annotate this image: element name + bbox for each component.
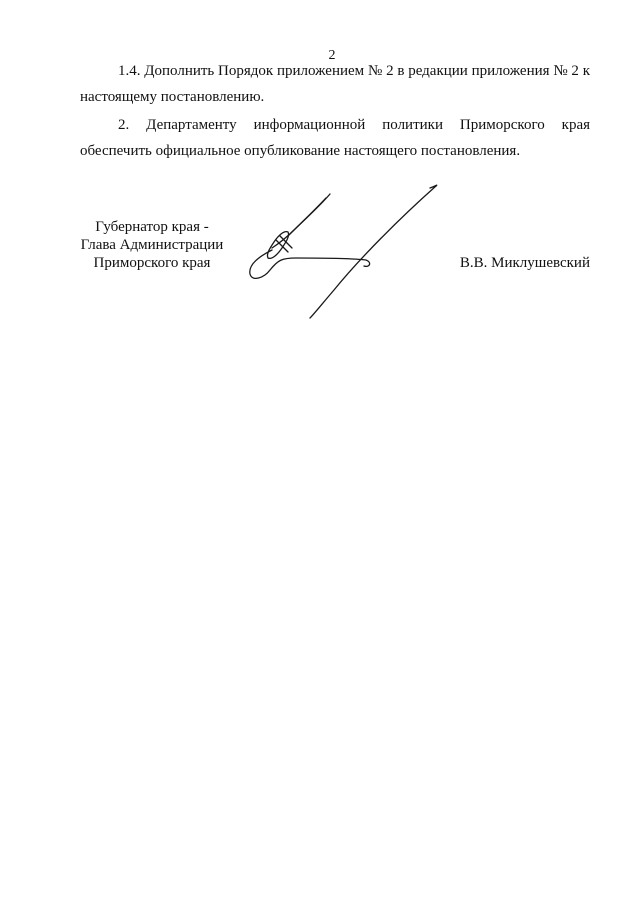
page-number: 2 xyxy=(328,48,336,63)
signatory-name: В.В. Миклушевский xyxy=(459,255,590,271)
item-2-line-2: обеспечить официальное опубликование настоящего постановления. xyxy=(80,143,521,159)
item-1-4-line-1: 1.4. Дополнить Порядок приложением № 2 в редакции приложения № 2 к xyxy=(118,63,590,79)
item-2-line-1: 2. Департаменту информационной политики Приморского края xyxy=(118,117,590,133)
signatory-title-line-3: Приморского края xyxy=(93,255,211,271)
signatory-title xyxy=(74,218,230,272)
signatory-title-line-2: Глава Администрации xyxy=(80,237,224,253)
item-1-4-line-2: настоящему постановлению. xyxy=(80,89,265,105)
handwritten-signature xyxy=(230,178,460,328)
signatory-title-line-1: Губернатор края - xyxy=(95,219,209,235)
